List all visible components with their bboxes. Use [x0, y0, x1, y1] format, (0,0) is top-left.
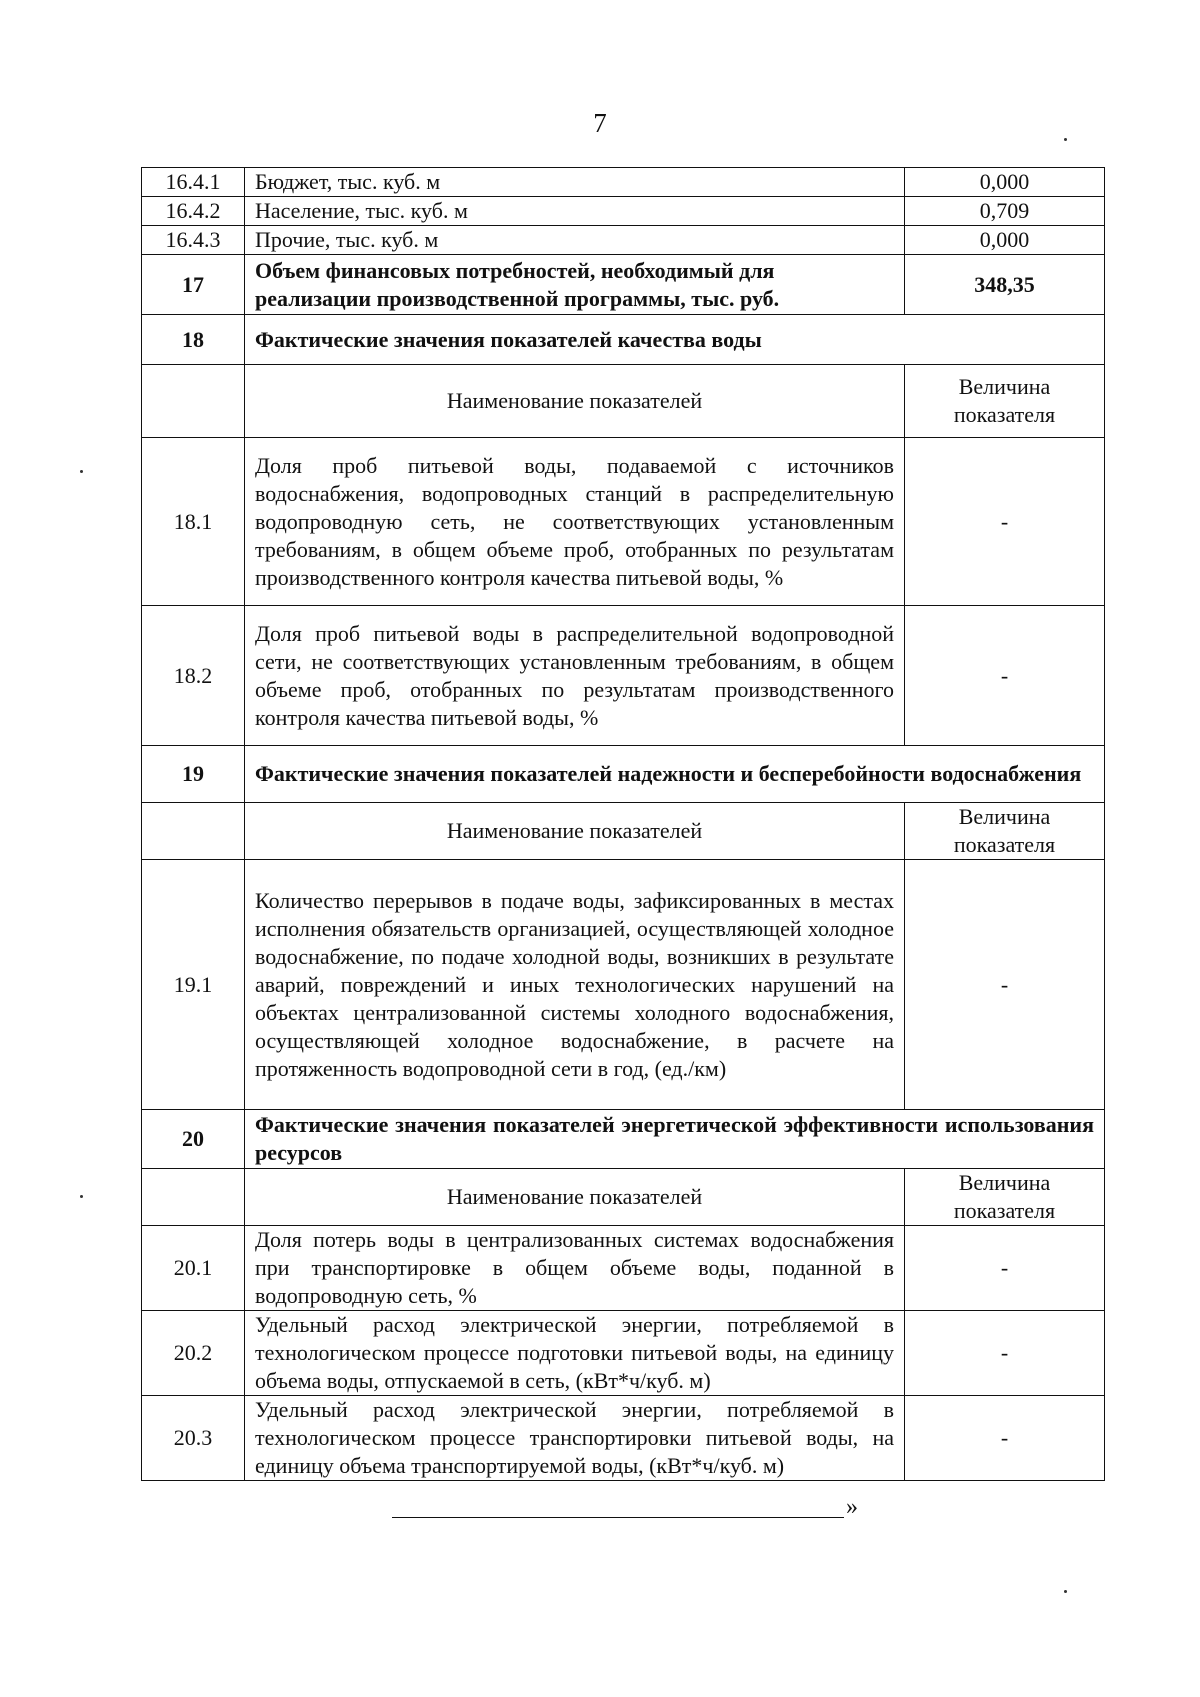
header-name: Наименование показателей [245, 803, 905, 860]
column-header-row [142, 803, 1105, 860]
header-name: Наименование показателей [245, 1169, 905, 1226]
row-name: Удельный расход электрической энергии, потребляемой в технологическом процессе транспортировки питьевой воды, на единицу объема транспортируемой воды, (кВт*ч/куб. м) [245, 1396, 905, 1481]
section-number: 19 [142, 746, 245, 803]
table-row [142, 1396, 1105, 1481]
row-value: 0,000 [905, 226, 1105, 255]
indicators-table [141, 167, 1105, 1481]
section-title: Фактические значения показателей надежности и бесперебойности водоснабжения [245, 746, 1105, 803]
section-number: 18 [142, 315, 245, 365]
section-header-18 [142, 315, 1105, 365]
row-name: Объем финансовых потребностей, необходимый для реализации производственной программы, тыс. руб. [245, 255, 905, 315]
closing-quote-mark: » [846, 1494, 858, 1520]
table-row [142, 860, 1105, 1110]
row-value: - [905, 606, 1105, 746]
scan-speck [1064, 1590, 1067, 1593]
column-header-row [142, 1169, 1105, 1226]
row-number: 20.2 [142, 1311, 245, 1396]
section-title: Фактические значения показателей энергетической эффективности использования ресурсов [245, 1110, 1105, 1169]
table-row [142, 438, 1105, 606]
section-header-20 [142, 1110, 1105, 1169]
row-name: Количество перерывов в подаче воды, зафиксированных в местах исполнения обязательств организацией, осуществляющей холодное водоснабжение, по подаче холодной воды, возникших в результате аварий, повреждений и иных технологических нарушений на объектах централизованной системы холодного водоснабжения, осуществляющей холодное водоснабжение, в расчете на протяженность водопроводной сети в год, (ед./км) [245, 860, 905, 1110]
row-number: 16.4.2 [142, 197, 245, 226]
row-value: 348,35 [905, 255, 1105, 315]
table-row [142, 226, 1105, 255]
row-value: - [905, 438, 1105, 606]
row-number: 18.2 [142, 606, 245, 746]
scan-speck [80, 470, 83, 473]
page-number: 7 [593, 108, 607, 138]
table-row [142, 1311, 1105, 1396]
header-name: Наименование показателей [245, 365, 905, 438]
column-header-row [142, 365, 1105, 438]
row-name: Доля проб питьевой воды в распределительной водопроводной сети, не соответствующих установленным требованиям, в общем объеме проб, отобранных по результатам производственного контроля качества питьевой воды, % [245, 606, 905, 746]
table-row-17 [142, 255, 1105, 315]
header-value: Величина показателя [905, 1169, 1105, 1226]
table-row [142, 606, 1105, 746]
header-value: Величина показателя [905, 365, 1105, 438]
header-value: Величина показателя [905, 803, 1105, 860]
table-row [142, 197, 1105, 226]
table-row [142, 168, 1105, 197]
table-row [142, 1226, 1105, 1311]
row-number: 18.1 [142, 438, 245, 606]
row-value: - [905, 1311, 1105, 1396]
row-number: 20.1 [142, 1226, 245, 1311]
row-value: - [905, 860, 1105, 1110]
row-number: 20.3 [142, 1396, 245, 1481]
row-value: 0,000 [905, 168, 1105, 197]
row-name: Удельный расход электрической энергии, потребляемой в технологическом процессе подготовки питьевой воды, на единицу объема воды, отпускаемой в сеть, (кВт*ч/куб. м) [245, 1311, 905, 1396]
row-name: Доля потерь воды в централизованных системах водоснабжения при транспортировке в общем объеме воды, поданной в водопроводную сеть, % [245, 1226, 905, 1311]
row-value: - [905, 1226, 1105, 1311]
row-value: - [905, 1396, 1105, 1481]
closing-underline [392, 1517, 844, 1518]
scan-speck [80, 1195, 83, 1198]
row-number: 19.1 [142, 860, 245, 1110]
section-number: 20 [142, 1110, 245, 1169]
row-name: Бюджет, тыс. куб. м [245, 168, 905, 197]
section-title: Фактические значения показателей качества воды [245, 315, 1105, 365]
row-number: 16.4.3 [142, 226, 245, 255]
row-name: Доля проб питьевой воды, подаваемой с источников водоснабжения, водопроводных станций в распределительную водопроводную сеть, не соответствующих установленным требованиям, в общем объеме проб, отобранных по результатам производственного контроля качества питьевой воды, % [245, 438, 905, 606]
row-number: 16.4.1 [142, 168, 245, 197]
row-name: Прочие, тыс. куб. м [245, 226, 905, 255]
row-value: 0,709 [905, 197, 1105, 226]
section-header-19 [142, 746, 1105, 803]
row-number: 17 [142, 255, 245, 315]
scan-speck [1064, 138, 1067, 141]
row-name: Население, тыс. куб. м [245, 197, 905, 226]
